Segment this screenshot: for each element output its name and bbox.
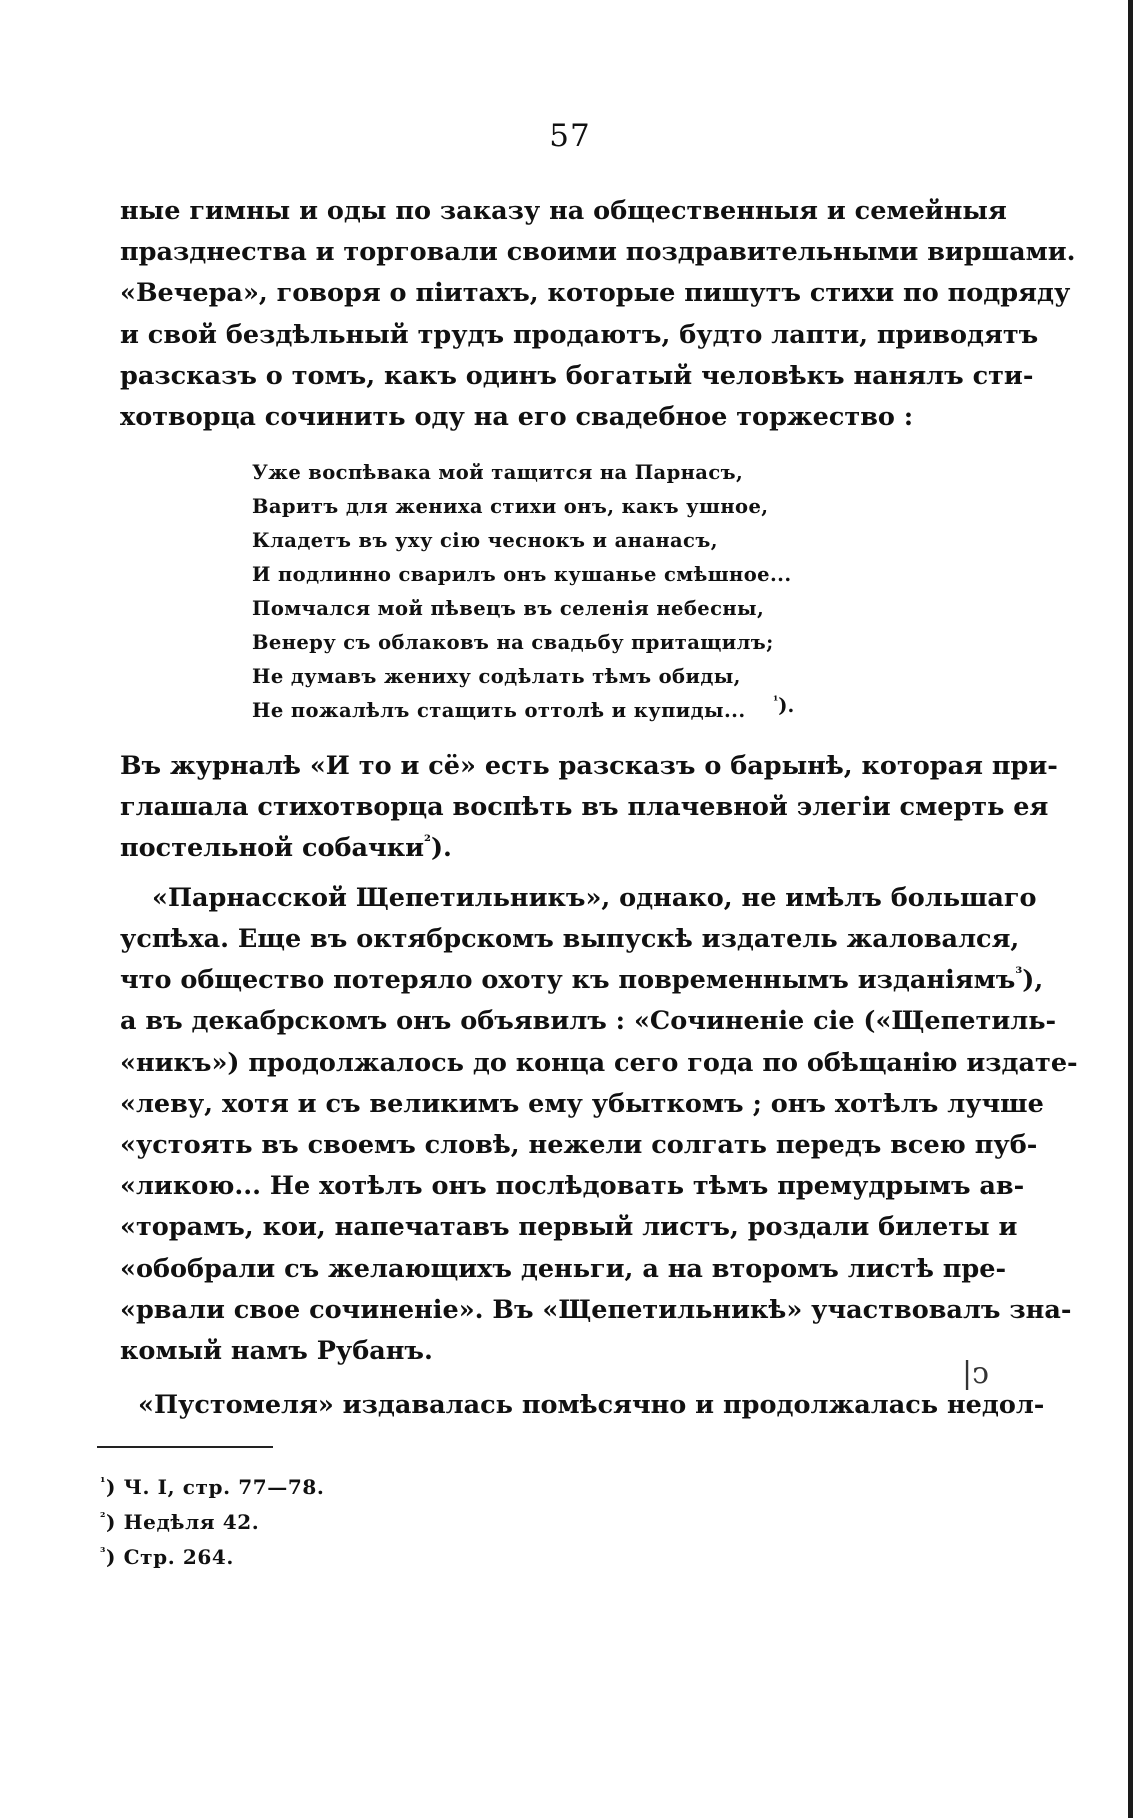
body-line: глашала стихотворца воспѣть въ плачевной элегіи смерть ея	[120, 792, 1049, 822]
body-line: «торамъ, кои, напечатавъ первый листъ, роздали билеты и	[120, 1212, 1018, 1242]
body-line: что общество потеряло охоту къ повременнымъ изданіямъ$^{^3}$),	[120, 963, 1044, 995]
body-line: а въ декабрскомъ онъ объявилъ : «Сочиненіе сіе («Щепетиль-	[120, 1006, 1057, 1036]
footnote-rule	[97, 1446, 273, 1448]
body-line: разсказъ о томъ, какъ одинъ богатый человѣкъ нанялъ сти-	[120, 361, 1034, 391]
verse-line: Помчался мой пѣвецъ въ селенія небесны,	[252, 597, 765, 620]
footnote: $^{^2}$) Недѣля 42.	[100, 1509, 260, 1534]
footnote-ref: ²	[424, 831, 431, 851]
page-number: 57	[549, 118, 591, 154]
footnote-ref: ³	[1015, 963, 1023, 983]
body-line: хотворца сочинить оду на его свадебное торжество :	[120, 402, 914, 432]
body-line: «рвали свое сочиненіе». Въ «Щепетильникѣ» участвовалъ зна-	[120, 1295, 1072, 1325]
verse-line: Не пожалѣлъ стащить оттолѣ и купиды...	[252, 699, 746, 722]
body-line: ные гимны и оды по заказу на общественныя и семейныя	[120, 196, 1007, 226]
footnote: $^{^3}$) Стр. 264.	[100, 1544, 234, 1569]
body-line: комый намъ Рубанъ.	[120, 1336, 433, 1366]
body-line: и свой бездѣльный трудъ продаютъ, будто лапти, приводятъ	[120, 320, 1039, 350]
verse-line: Не думавъ жениху содѣлать тѣмъ обиды,	[252, 665, 741, 688]
body-line: постельной собачки$^{^2}$).	[120, 831, 452, 863]
verse-line: И подлинно сварилъ онъ кушанье смѣшное...	[252, 563, 792, 586]
body-line: празднества и торговали своими поздравительными виршами.	[120, 237, 1076, 267]
body-line: «Парнасской Щепетильникъ», однако, не имѣлъ большаго	[152, 883, 1037, 913]
verse-line: Варитъ для жениха стихи онъ, какъ ушное,	[252, 495, 769, 518]
verse-line: Венеру съ облаковъ на свадьбу притащилъ;	[252, 631, 774, 654]
body-line: «устоять въ своемъ словѣ, нежели солгать передъ всею пуб-	[120, 1130, 1038, 1160]
body-line: «Вечера», говоря о піитахъ, которые пишутъ стихи по подряду	[120, 278, 1071, 308]
body-line: «никъ») продолжалось до конца сего года по обѣщанію издате-	[120, 1048, 1078, 1078]
page-edge-rule	[1128, 0, 1133, 1818]
body-line: «ликою... Не хотѣлъ онъ послѣдовать тѣмъ премудрымъ ав-	[120, 1171, 1025, 1201]
body-line: «Пустомеля» издавалась помѣсячно и продолжалась недол-	[138, 1390, 1045, 1420]
verse-footnote-ref: $^{^1}$).	[773, 693, 795, 717]
margin-pencil-mark: |ↄ	[962, 1356, 989, 1391]
body-line: Въ журналѣ «И то и сё» есть разсказъ о барынѣ, которая при-	[120, 751, 1058, 781]
body-line: «леву, хотя и съ великимъ ему убыткомъ ; онъ хотѣлъ лучше	[120, 1089, 1044, 1119]
verse-line: Кладетъ въ уху сію чеснокъ и ананасъ,	[252, 529, 718, 552]
body-line: «обобрали съ желающихъ деньги, а на второмъ листѣ пре-	[120, 1254, 1007, 1284]
footnote: $^{^1}$) Ч. I, стр. 77—78.	[100, 1474, 325, 1499]
verse-line: Уже воспѣвака мой тащится на Парнасъ,	[252, 461, 744, 484]
body-line: успѣха. Еще въ октябрскомъ выпускѣ издатель жаловался,	[120, 924, 1020, 954]
